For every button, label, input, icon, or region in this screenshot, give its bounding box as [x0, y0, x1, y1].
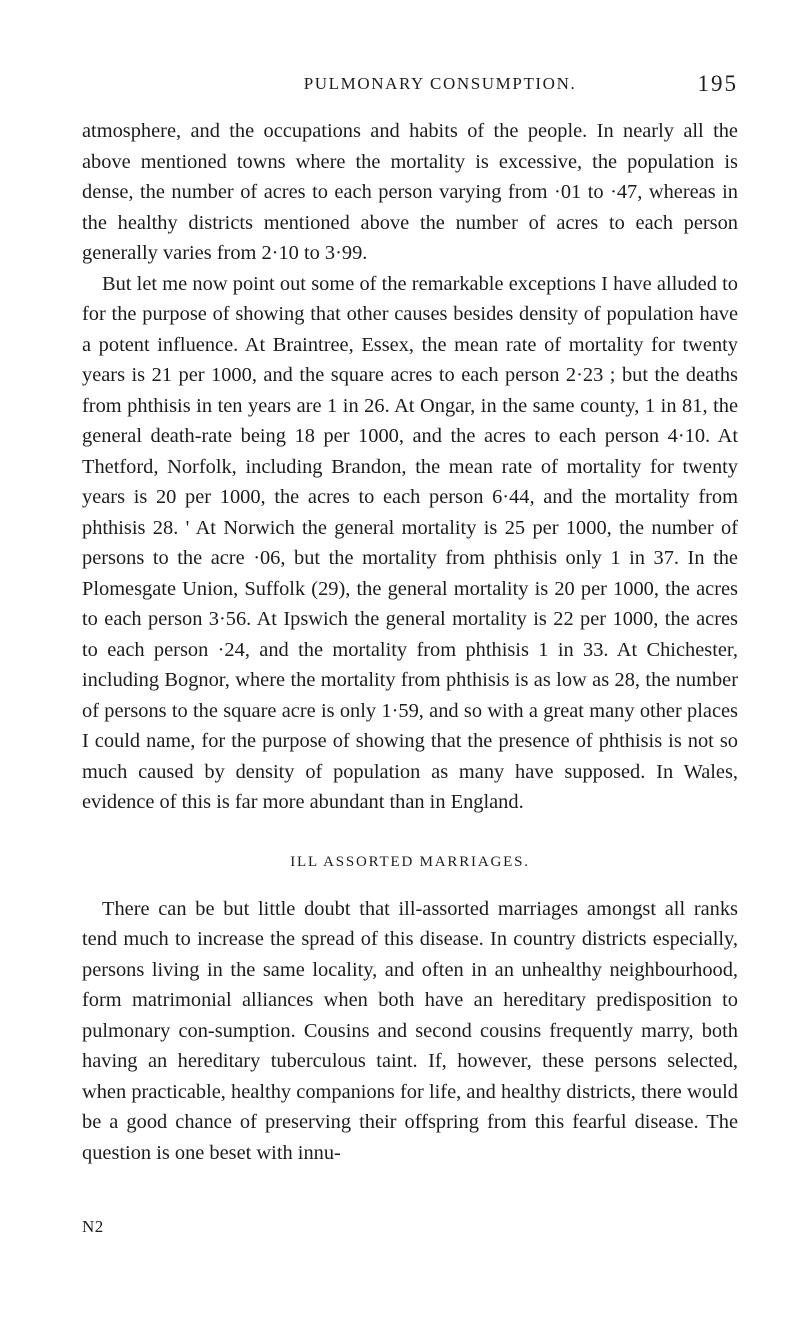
running-title: PULMONARY CONSUMPTION.: [303, 74, 577, 93]
section-heading: ILL ASSORTED MARRIAGES.: [290, 853, 530, 870]
page-number: 195: [697, 71, 738, 96]
signature-mark: N2: [82, 1217, 104, 1236]
body-text: [82, 116, 738, 1168]
paragraph: atmosphere, and the occupations and habits of the people. In nearly all the above mentioned towns where the mortality is excessive, the population is dense, the number of acres to each person varying from ·01 to ·47, whereas in the healthy districts mentioned above the number of acres to each person generally varies from 2·10 to 3·99.: [82, 120, 738, 264]
paragraph: There can be but little doubt that ill-assorted marriages amongst all ranks tend much to increase the spread of this disease. In country districts especially, persons living in the same locality, and often in an unhealthy neighbourhood, form matrimonial alliances when both have an hereditary predisposition to pulmonary con-sumption. Cousins and second cousins frequently marry, both having an hereditary tuberculous taint. If, however, these persons selected, when practicable, healthy companions for life, and healthy districts, there would be a good chance of preserving their offspring from this fearful disease. The question is one beset with innu-: [82, 897, 738, 1164]
page-header: [82, 71, 738, 104]
paragraph: But let me now point out some of the remarkable exceptions I have alluded to for the purpose of showing that other causes besides density of population have a potent influence. At Braintree, Essex, the mean rate of mortality for twenty years is 21 per 1000, and the square acres to each person 2·23 ; but the deaths from phthisis in ten years are 1 in 26. At Ongar, in the same county, 1 in 81, the general death-rate being 18 per 1000, and the acres to each person 4·10. At Thetford, Norfolk, including Brandon, the mean rate of mortality for twenty years is 20 per 1000, the acres to each person 6·44, and the mortality from phthisis 28. ' At Norwich the general mortality is 25 per 1000, the number of persons to the acre ·06, but the mortality from phthisis only 1 in 37. In the Plomesgate Union, Suffolk (29), the general mortality is 20 per 1000, the acres to each person 3·56. At Ipswich the general mortality is 22 per 1000, the acres to each person ·24, and the mortality from phthisis 1 in 33. At Chichester, including Bognor, where the mortality from phthisis is as low as 28, the number of persons to the square acre is only 1·59, and so with a great many other places I could name, for the purpose of showing that the presence of phthisis is not so much caused by density of population as many have supposed. In Wales, evidence of this is far more abundant than in England.: [82, 272, 738, 813]
